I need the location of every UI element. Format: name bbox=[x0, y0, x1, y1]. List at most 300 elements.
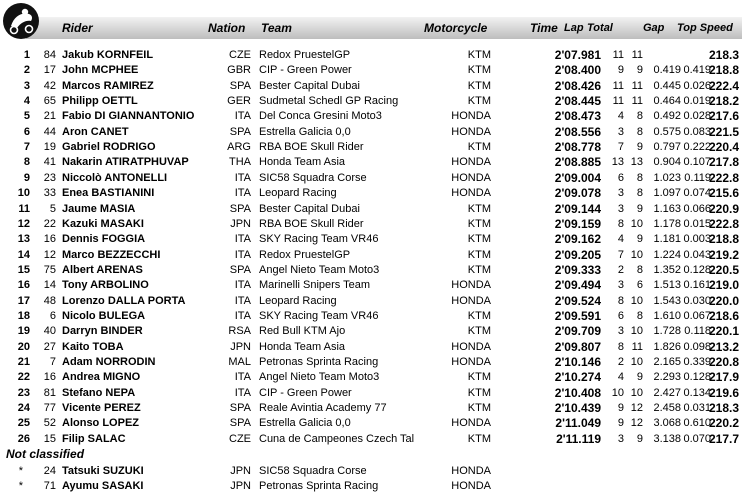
nation: ITA bbox=[234, 171, 251, 184]
gap-previous: 0.003 bbox=[683, 233, 711, 246]
total-laps: 8 bbox=[636, 263, 643, 276]
gap-previous: 0.222 bbox=[683, 141, 711, 154]
nation: ITA bbox=[234, 371, 251, 384]
team-name: SKY Racing Team VR46 bbox=[259, 309, 379, 322]
top-speed: 220.0 bbox=[708, 293, 739, 308]
lap-time: 2'11.049 bbox=[555, 416, 601, 431]
table-row bbox=[0, 431, 745, 447]
position: 26 bbox=[17, 432, 30, 445]
total-laps: 8 bbox=[636, 110, 643, 123]
rider-number: 65 bbox=[43, 95, 56, 108]
position: 8 bbox=[23, 156, 30, 169]
nation: SPA bbox=[229, 125, 251, 138]
table-row bbox=[0, 339, 745, 355]
nation: SPA bbox=[229, 79, 251, 92]
team-name: CIP - Green Power bbox=[259, 386, 352, 399]
rider-number: 21 bbox=[43, 110, 56, 123]
position: 11 bbox=[18, 202, 30, 215]
motorcycle-rider-icon bbox=[2, 2, 40, 40]
position: 16 bbox=[17, 279, 30, 292]
position: 24 bbox=[17, 402, 30, 415]
nation: JPN bbox=[230, 340, 251, 353]
total-laps: 8 bbox=[636, 187, 643, 200]
team-name: Angel Nieto Team Moto3 bbox=[259, 371, 380, 384]
top-speed: 217.7 bbox=[708, 431, 739, 446]
nation: ITA bbox=[234, 233, 251, 246]
gap-first: 1.610 bbox=[653, 309, 681, 322]
lap-number: 10 bbox=[611, 386, 624, 399]
lap-number: 2 bbox=[617, 356, 624, 368]
team-name: SIC58 Squadra Corse bbox=[259, 465, 367, 478]
motorcycle: HONDA bbox=[451, 279, 491, 292]
total-laps: 10 bbox=[630, 294, 643, 307]
lap-time: 2'09.333 bbox=[554, 262, 601, 277]
total-laps: 13 bbox=[630, 156, 643, 169]
header-time: Time bbox=[530, 21, 558, 35]
lap-number: 8 bbox=[617, 294, 624, 307]
lap-time: 2'09.004 bbox=[554, 170, 601, 185]
gap-first: 1.728 bbox=[653, 325, 681, 338]
top-speed: 218.8 bbox=[708, 63, 739, 78]
total-laps: 10 bbox=[630, 386, 643, 399]
table-row bbox=[0, 354, 745, 370]
motorcycle: KTM bbox=[467, 432, 491, 445]
position: 20 bbox=[17, 340, 30, 353]
rider-name: Albert ARENAS bbox=[62, 263, 143, 276]
lap-number: 7 bbox=[617, 141, 624, 154]
rider-name: Kaito TOBA bbox=[62, 340, 124, 353]
position: 2 bbox=[23, 64, 30, 77]
gap-previous: 0.098 bbox=[683, 340, 711, 353]
rider-name: Lorenzo DALLA PORTA bbox=[62, 294, 186, 307]
team-name: CIP - Green Power bbox=[259, 64, 352, 77]
position: 17 bbox=[17, 294, 30, 307]
top-speed: 222.8 bbox=[708, 170, 739, 185]
rider-name: Nicolo BULEGA bbox=[62, 309, 146, 322]
motorcycle: KTM bbox=[467, 386, 491, 399]
table-row bbox=[0, 415, 745, 431]
lap-number: 3 bbox=[617, 187, 624, 200]
motorcycle: KTM bbox=[467, 325, 491, 338]
top-speed: 217.6 bbox=[708, 109, 739, 124]
total-laps: 8 bbox=[636, 309, 643, 322]
motorcycle: KTM bbox=[467, 263, 491, 276]
top-speed: 217.9 bbox=[708, 370, 739, 385]
team-name: Redox PruestelGP bbox=[259, 248, 351, 261]
motorcycle: KTM bbox=[467, 49, 491, 61]
top-speed: 215.6 bbox=[708, 186, 739, 201]
lap-time: 2'10.146 bbox=[554, 355, 601, 369]
rider-number: 27 bbox=[43, 340, 56, 353]
rider-name: Niccolò ANTONELLI bbox=[62, 171, 168, 184]
gap-first: 1.543 bbox=[653, 294, 681, 307]
top-speed: 220.9 bbox=[708, 201, 739, 216]
top-speed: 218.2 bbox=[708, 94, 739, 109]
motorcycle: KTM bbox=[467, 202, 491, 215]
nation: SPA bbox=[229, 263, 251, 276]
gap-previous: 0.070 bbox=[683, 432, 711, 445]
motorcycle: HONDA bbox=[451, 125, 491, 138]
lap-number: 11 bbox=[612, 95, 624, 108]
rider-number: 52 bbox=[43, 417, 56, 430]
rider-name: Kazuki MASAKI bbox=[62, 217, 144, 230]
rider-number: 42 bbox=[43, 79, 56, 92]
total-laps: 12 bbox=[630, 402, 643, 415]
asterisk-marker: * bbox=[18, 465, 23, 478]
position: 21 bbox=[17, 356, 30, 368]
team-name: Estrella Galicia 0,0 bbox=[259, 125, 351, 138]
lap-number: 6 bbox=[617, 309, 624, 322]
table-row bbox=[0, 400, 745, 416]
lap-number: 4 bbox=[617, 371, 624, 384]
nation: MAL bbox=[228, 356, 251, 368]
gap-first: 0.575 bbox=[653, 125, 681, 138]
gap-first: 0.445 bbox=[653, 79, 681, 92]
gap-first: 0.419 bbox=[653, 64, 681, 77]
table-row bbox=[0, 47, 745, 63]
gap-first: 1.513 bbox=[653, 279, 681, 292]
gap-previous: 0.074 bbox=[683, 187, 711, 200]
gap-previous: 0.031 bbox=[683, 402, 711, 415]
lap-time: 2'09.524 bbox=[554, 293, 601, 308]
lap-time: 2'09.494 bbox=[554, 278, 601, 293]
team-name: Estrella Galicia 0,0 bbox=[259, 417, 351, 430]
lap-number: 3 bbox=[617, 432, 624, 445]
total-laps: 9 bbox=[636, 64, 643, 77]
position: 19 bbox=[17, 325, 30, 338]
gap-previous: 0.119 bbox=[684, 171, 711, 184]
table-row bbox=[0, 139, 745, 155]
gap-first: 2.427 bbox=[653, 386, 681, 399]
motorcycle: HONDA bbox=[451, 340, 491, 353]
header-total: Total bbox=[587, 22, 613, 34]
nation: ITA bbox=[234, 187, 251, 200]
total-laps: 10 bbox=[630, 217, 643, 230]
total-laps: 8 bbox=[636, 125, 643, 138]
header-lap: Lap bbox=[564, 22, 584, 34]
table-row bbox=[0, 201, 745, 217]
top-speed: 220.5 bbox=[708, 262, 739, 277]
nation: ITA bbox=[234, 110, 251, 123]
lap-number: 4 bbox=[617, 110, 624, 123]
lap-time: 2'09.709 bbox=[554, 324, 601, 339]
lap-time: 2'09.144 bbox=[554, 201, 601, 216]
rider-name: Adam NORRODIN bbox=[62, 356, 156, 368]
lap-number: 9 bbox=[617, 64, 624, 77]
lap-number: 11 bbox=[612, 79, 624, 92]
nation: GBR bbox=[227, 64, 251, 77]
gap-previous: 0.067 bbox=[683, 309, 711, 322]
rider-name: Philipp OETTL bbox=[62, 95, 138, 108]
top-speed: 217.8 bbox=[708, 155, 739, 170]
gap-first: 1.352 bbox=[653, 263, 681, 276]
gap-first: 2.458 bbox=[653, 402, 681, 415]
position: 1 bbox=[23, 49, 30, 61]
nation: ARG bbox=[227, 141, 251, 154]
position: 18 bbox=[17, 309, 30, 322]
team-name: SKY Racing Team VR46 bbox=[259, 233, 379, 246]
total-laps: 9 bbox=[636, 233, 643, 246]
header-nation: Nation bbox=[208, 21, 246, 35]
top-speed: 220.1 bbox=[708, 324, 739, 339]
nation: RSA bbox=[228, 325, 251, 338]
table-row bbox=[0, 478, 745, 494]
lap-number: 8 bbox=[617, 217, 624, 230]
position: 25 bbox=[17, 417, 30, 430]
total-laps: 10 bbox=[630, 325, 643, 338]
team-name: Bester Capital Dubai bbox=[259, 79, 360, 92]
rider-name: John MCPHEE bbox=[62, 64, 139, 77]
table-row bbox=[0, 308, 745, 324]
motorcycle: KTM bbox=[467, 217, 491, 230]
lap-time: 2'08.556 bbox=[554, 124, 601, 139]
rider-number: 16 bbox=[43, 233, 56, 246]
rider-number: 77 bbox=[43, 402, 56, 415]
rider-number: 7 bbox=[49, 356, 56, 368]
lap-time: 2'07.981 bbox=[554, 48, 601, 62]
table-row bbox=[0, 369, 745, 385]
rider-number: 24 bbox=[43, 465, 56, 478]
lap-time: 2'10.274 bbox=[554, 370, 601, 385]
lap-time: 2'08.473 bbox=[554, 109, 601, 124]
motorcycle: HONDA bbox=[451, 356, 491, 368]
lap-number: 6 bbox=[617, 171, 624, 184]
header-gap: Gap bbox=[643, 22, 665, 34]
total-laps: 9 bbox=[636, 371, 643, 384]
header-top-speed: Top Speed bbox=[677, 22, 733, 34]
lap-number: 11 bbox=[612, 49, 624, 61]
lap-time: 2'10.439 bbox=[554, 401, 601, 416]
nation: ITA bbox=[234, 309, 251, 322]
team-name: Leopard Racing bbox=[259, 294, 337, 307]
lap-time: 2'11.119 bbox=[556, 431, 601, 446]
rider-name: Nakarin ATIRATPHUVAP bbox=[62, 156, 189, 169]
rider-number: 41 bbox=[43, 156, 56, 169]
nation: JPN bbox=[230, 465, 251, 478]
position: 5 bbox=[23, 110, 30, 123]
position: 14 bbox=[17, 248, 30, 261]
position: 10 bbox=[17, 187, 30, 200]
gap-previous: 0.339 bbox=[683, 356, 711, 368]
rider-name: Stefano NEPA bbox=[62, 386, 136, 399]
rider-name: Filip SALAC bbox=[62, 432, 126, 445]
motorcycle: HONDA bbox=[451, 294, 491, 307]
team-name: Marinelli Snipers Team bbox=[259, 279, 371, 292]
top-speed: 219.0 bbox=[708, 278, 739, 293]
total-laps: 8 bbox=[636, 171, 643, 184]
motorcycle: KTM bbox=[467, 248, 491, 261]
lap-time: 2'08.445 bbox=[554, 94, 601, 109]
nation: ITA bbox=[234, 279, 251, 292]
gap-first: 1.178 bbox=[653, 217, 681, 230]
total-laps: 12 bbox=[630, 417, 643, 430]
gap-previous: 0.118 bbox=[684, 325, 711, 338]
table-row bbox=[0, 108, 745, 124]
lap-number: 9 bbox=[617, 402, 624, 415]
position: 23 bbox=[17, 386, 30, 399]
nation: GER bbox=[227, 95, 251, 108]
lap-time: 2'09.591 bbox=[554, 308, 601, 323]
gap-first: 0.797 bbox=[653, 141, 681, 154]
gap-first: 1.097 bbox=[653, 187, 681, 200]
rider-name: Jakub KORNFEIL bbox=[62, 49, 154, 61]
rider-number: 23 bbox=[43, 171, 56, 184]
top-speed: 219.6 bbox=[708, 385, 739, 400]
motorcycle: HONDA bbox=[451, 156, 491, 169]
motorcycle: HONDA bbox=[451, 417, 491, 430]
top-speed: 218.3 bbox=[708, 48, 739, 62]
gap-previous: 0.015 bbox=[683, 217, 711, 230]
motorcycle: KTM bbox=[467, 64, 491, 77]
lap-time: 2'10.408 bbox=[554, 385, 601, 400]
table-header bbox=[0, 0, 745, 43]
lap-number: 3 bbox=[617, 279, 624, 292]
gap-previous: 0.030 bbox=[683, 294, 711, 307]
top-speed: 218.6 bbox=[708, 308, 739, 323]
table-row bbox=[0, 277, 745, 293]
table-row bbox=[0, 262, 745, 278]
motorcycle: HONDA bbox=[451, 465, 491, 478]
table-row bbox=[0, 293, 745, 309]
table-row bbox=[0, 93, 745, 109]
team-name: Petronas Sprinta Racing bbox=[259, 356, 379, 368]
motorcycle: KTM bbox=[467, 95, 491, 108]
gap-previous: 0.419 bbox=[683, 64, 711, 77]
lap-time: 2'09.205 bbox=[554, 247, 601, 262]
rider-name: Tony ARBOLINO bbox=[62, 279, 149, 292]
table-row bbox=[0, 231, 745, 247]
team-name: Angel Nieto Team Moto3 bbox=[259, 263, 380, 276]
nation: THA bbox=[229, 156, 251, 169]
gap-first: 1.826 bbox=[653, 340, 681, 353]
total-laps: 9 bbox=[636, 202, 643, 215]
total-laps: 11 bbox=[631, 340, 643, 353]
lap-number: 3 bbox=[617, 202, 624, 215]
nation: ITA bbox=[234, 248, 251, 261]
gap-first: 2.293 bbox=[653, 371, 681, 384]
rider-number: 48 bbox=[43, 294, 56, 307]
rider-number: 12 bbox=[43, 248, 56, 261]
lap-time: 2'09.807 bbox=[554, 339, 601, 354]
total-laps: 9 bbox=[636, 432, 643, 445]
lap-number: 3 bbox=[617, 125, 624, 138]
team-name: Leopard Racing bbox=[259, 187, 337, 200]
lap-time: 2'08.426 bbox=[554, 78, 601, 93]
top-speed: 220.8 bbox=[708, 355, 739, 369]
gap-previous: 0.019 bbox=[683, 95, 711, 108]
nation: CZE bbox=[229, 49, 251, 61]
rider-name: Ayumu SASAKI bbox=[62, 480, 144, 493]
gap-previous: 0.083 bbox=[683, 125, 711, 138]
lap-number: 13 bbox=[611, 156, 624, 169]
lap-number: 3 bbox=[617, 325, 624, 338]
gap-first: 3.068 bbox=[653, 417, 681, 430]
team-name: Petronas Sprinta Racing bbox=[259, 480, 379, 493]
header-team: Team bbox=[261, 21, 292, 35]
team-name: Honda Team Asia bbox=[259, 340, 346, 353]
table-row bbox=[0, 216, 745, 232]
gap-previous: 0.026 bbox=[683, 79, 711, 92]
gap-first: 1.181 bbox=[653, 233, 681, 246]
total-laps: 6 bbox=[636, 279, 643, 292]
gap-previous: 0.028 bbox=[683, 110, 711, 123]
nation: ITA bbox=[234, 294, 251, 307]
lap-time: 2'09.078 bbox=[554, 186, 601, 201]
top-speed: 220.4 bbox=[708, 140, 739, 155]
lap-number: 7 bbox=[617, 248, 624, 261]
position: 6 bbox=[23, 125, 30, 138]
nation: JPN bbox=[230, 480, 251, 493]
header-motorcycle: Motorcycle bbox=[424, 21, 488, 35]
nation: JPN bbox=[230, 217, 251, 230]
rider-name: Tatsuki SUZUKI bbox=[62, 465, 144, 478]
rider-name: Fabio DI GIANNANTONIO bbox=[62, 110, 195, 123]
motorcycle: KTM bbox=[467, 233, 491, 246]
header-rider: Rider bbox=[62, 21, 93, 35]
lap-time: 2'08.400 bbox=[554, 63, 601, 78]
team-name: RBA BOE Skull Rider bbox=[259, 217, 364, 230]
motorcycle: KTM bbox=[467, 402, 491, 415]
gap-previous: 0.128 bbox=[683, 371, 711, 384]
gap-previous: 0.107 bbox=[683, 156, 711, 169]
rider-name: Alonso LOPEZ bbox=[62, 417, 139, 430]
rider-name: Vicente PEREZ bbox=[62, 402, 141, 415]
rider-number: 6 bbox=[49, 309, 56, 322]
rider-name: Dennis FOGGIA bbox=[62, 233, 146, 246]
rider-name: Jaume MASIA bbox=[62, 202, 136, 215]
gap-first: 1.023 bbox=[653, 171, 681, 184]
rider-name: Andrea MIGNO bbox=[62, 371, 141, 384]
table-row bbox=[0, 170, 745, 186]
nation: SPA bbox=[229, 417, 251, 430]
gap-first: 3.138 bbox=[653, 432, 681, 445]
motorcycle: HONDA bbox=[451, 110, 491, 123]
top-speed: 213.2 bbox=[708, 339, 739, 354]
table-row bbox=[0, 323, 745, 339]
position: 4 bbox=[23, 95, 30, 108]
table-row bbox=[0, 247, 745, 263]
rider-number: 75 bbox=[43, 263, 56, 276]
rider-number: 84 bbox=[43, 49, 56, 61]
table-row bbox=[0, 62, 745, 78]
table-row bbox=[0, 154, 745, 170]
not-classified-label: Not classified bbox=[6, 447, 85, 462]
rider-name: Gabriel RODRIGO bbox=[62, 141, 156, 154]
rider-name: Marcos RAMIREZ bbox=[62, 79, 154, 92]
nation: CZE bbox=[229, 432, 251, 445]
position: 15 bbox=[17, 263, 30, 276]
rider-number: 14 bbox=[43, 279, 56, 292]
gap-first: 0.464 bbox=[653, 95, 681, 108]
top-speed: 220.2 bbox=[708, 416, 739, 431]
position: 12 bbox=[17, 217, 30, 230]
motorcycle: HONDA bbox=[451, 480, 491, 493]
rider-number: 19 bbox=[43, 141, 56, 154]
rider-number: 71 bbox=[43, 480, 56, 493]
gap-previous: 0.161 bbox=[683, 279, 711, 292]
header-bar bbox=[26, 17, 742, 39]
gap-previous: 0.134 bbox=[683, 386, 711, 399]
nation: SPA bbox=[229, 202, 251, 215]
rider-number: 17 bbox=[43, 64, 56, 77]
team-name: Redox PruestelGP bbox=[259, 49, 351, 61]
gap-previous: 0.128 bbox=[683, 263, 711, 276]
position: 3 bbox=[23, 79, 30, 92]
total-laps: 11 bbox=[631, 95, 643, 108]
team-name: Honda Team Asia bbox=[259, 156, 346, 169]
rider-number: 5 bbox=[49, 202, 56, 215]
rider-name: Darryn BINDER bbox=[62, 325, 143, 338]
